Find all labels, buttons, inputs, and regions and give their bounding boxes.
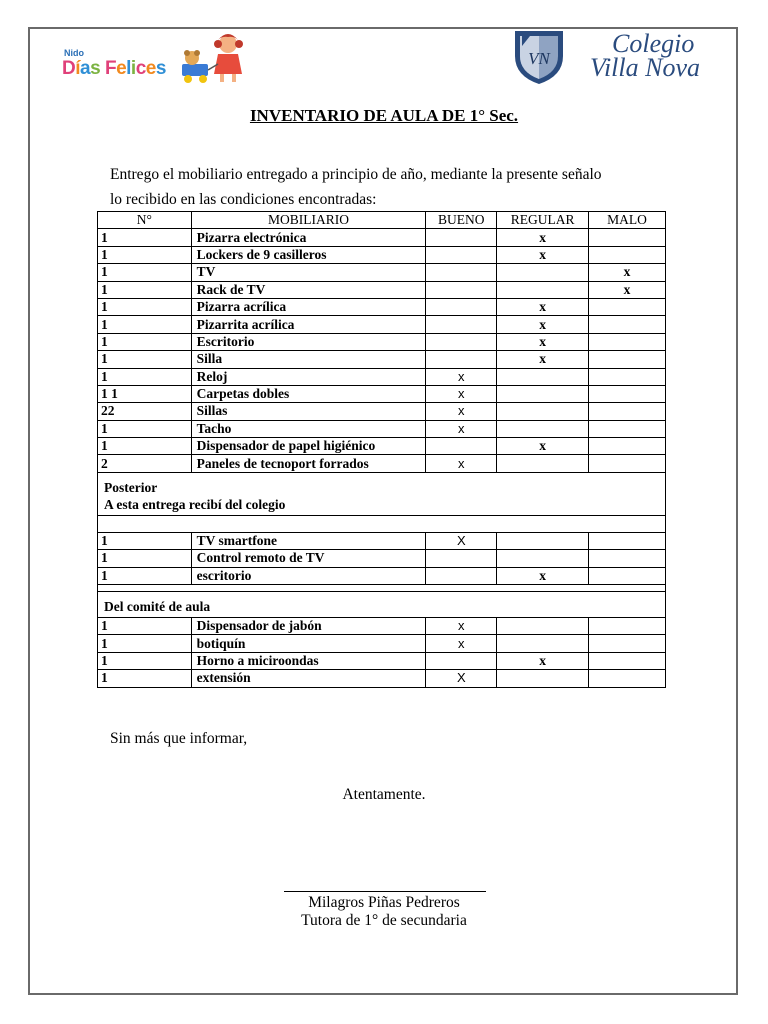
row-item: Rack de TV bbox=[191, 281, 426, 298]
colegio-name bbox=[590, 29, 701, 82]
row-item: Reloj bbox=[191, 368, 426, 385]
row-regular: x bbox=[497, 567, 589, 584]
section-heading-line: A esta entrega recibí del colegio bbox=[104, 496, 286, 512]
row-malo bbox=[589, 316, 666, 333]
row-bueno bbox=[426, 550, 497, 567]
row-item: Tacho bbox=[191, 420, 426, 437]
row-malo bbox=[589, 420, 666, 437]
row-regular: x bbox=[497, 351, 589, 368]
row-number: 1 bbox=[98, 229, 192, 246]
row-number: 1 bbox=[98, 652, 192, 669]
row-bueno: x bbox=[426, 403, 497, 420]
row-item: Sillas bbox=[191, 403, 426, 420]
section-row bbox=[98, 592, 666, 618]
table-row bbox=[98, 550, 666, 567]
row-bueno: x bbox=[426, 618, 497, 635]
table-row bbox=[98, 298, 666, 315]
row-item: Horno a miciroondas bbox=[191, 652, 426, 669]
table-row bbox=[98, 385, 666, 402]
row-bueno: x bbox=[426, 635, 497, 652]
row-item: TV bbox=[191, 264, 426, 281]
row-regular bbox=[497, 670, 589, 687]
row-number: 22 bbox=[98, 403, 192, 420]
row-bueno bbox=[426, 438, 497, 455]
row-malo bbox=[589, 246, 666, 263]
row-bueno bbox=[426, 246, 497, 263]
colegio-line2: Villa Nova bbox=[590, 53, 701, 82]
header-malo: MALO bbox=[589, 212, 666, 229]
row-number: 1 bbox=[98, 532, 192, 549]
row-bueno bbox=[426, 281, 497, 298]
row-regular bbox=[497, 281, 589, 298]
table-header-row bbox=[98, 212, 666, 229]
signature-line bbox=[284, 891, 486, 892]
row-item: Lockers de 9 casilleros bbox=[191, 246, 426, 263]
row-regular: x bbox=[497, 246, 589, 263]
row-malo bbox=[589, 550, 666, 567]
table-row bbox=[98, 229, 666, 246]
row-regular bbox=[497, 618, 589, 635]
row-regular bbox=[497, 368, 589, 385]
row-bueno: x bbox=[426, 420, 497, 437]
row-number: 1 bbox=[98, 618, 192, 635]
row-item: Carpetas dobles bbox=[191, 385, 426, 402]
row-item: Escritorio bbox=[191, 333, 426, 350]
row-regular bbox=[497, 420, 589, 437]
signature-name: Milagros Piñas Pedreros bbox=[308, 894, 460, 911]
row-malo bbox=[589, 333, 666, 350]
section-row bbox=[98, 472, 666, 515]
table-row bbox=[98, 532, 666, 549]
row-number: 1 bbox=[98, 298, 192, 315]
section-heading bbox=[98, 472, 666, 515]
header-n: N° bbox=[98, 212, 192, 229]
row-bueno bbox=[426, 333, 497, 350]
table-row bbox=[98, 351, 666, 368]
row-malo bbox=[589, 618, 666, 635]
row-regular: x bbox=[497, 333, 589, 350]
row-number: 1 bbox=[98, 246, 192, 263]
nido-dias-felices-logo bbox=[60, 32, 250, 88]
inventory-table bbox=[97, 211, 666, 688]
row-item: Pizarra electrónica bbox=[191, 229, 426, 246]
logo-nido-label: Nido bbox=[64, 48, 84, 58]
row-bueno bbox=[426, 264, 497, 281]
school-shield-icon bbox=[512, 28, 566, 86]
row-number: 1 bbox=[98, 635, 192, 652]
row-number: 2 bbox=[98, 455, 192, 472]
row-malo: x bbox=[589, 264, 666, 281]
row-regular bbox=[497, 403, 589, 420]
colegio-line1: Colegio bbox=[612, 29, 695, 58]
row-bueno bbox=[426, 567, 497, 584]
children-illustration-icon bbox=[172, 32, 250, 86]
colegio-villa-nova-logo bbox=[512, 28, 712, 88]
table-row bbox=[98, 264, 666, 281]
row-regular bbox=[497, 264, 589, 281]
row-bueno bbox=[426, 351, 497, 368]
row-bueno: X bbox=[426, 670, 497, 687]
row-item: Pizarrita acrílica bbox=[191, 316, 426, 333]
row-regular: x bbox=[497, 652, 589, 669]
row-bueno: x bbox=[426, 455, 497, 472]
row-regular bbox=[497, 550, 589, 567]
closing-regards: Atentamente. bbox=[342, 786, 426, 803]
intro-line-1: Entrego el mobiliario entregado a principio de año, mediante la presente señalo bbox=[110, 166, 602, 183]
table-row bbox=[98, 670, 666, 687]
header-mobiliario: MOBILIARIO bbox=[191, 212, 426, 229]
row-malo bbox=[589, 368, 666, 385]
row-malo bbox=[589, 455, 666, 472]
table-row bbox=[98, 652, 666, 669]
table-row bbox=[98, 455, 666, 472]
row-malo: x bbox=[589, 281, 666, 298]
row-malo bbox=[589, 385, 666, 402]
row-item: Dispensador de jabón bbox=[191, 618, 426, 635]
table-row bbox=[98, 438, 666, 455]
shield-monogram: VN bbox=[528, 49, 550, 68]
row-number: 1 bbox=[98, 438, 192, 455]
row-number: 1 bbox=[98, 333, 192, 350]
row-bueno: X bbox=[426, 532, 497, 549]
header-regular: REGULAR bbox=[497, 212, 589, 229]
row-number: 1 bbox=[98, 281, 192, 298]
row-malo bbox=[589, 229, 666, 246]
row-malo bbox=[589, 567, 666, 584]
document-title: INVENTARIO DE AULA DE 1° Sec. bbox=[249, 106, 519, 125]
row-number: 1 bbox=[98, 316, 192, 333]
table-row bbox=[98, 635, 666, 652]
row-number: 1 bbox=[98, 670, 192, 687]
row-item: Control remoto de TV bbox=[191, 550, 426, 567]
row-regular bbox=[497, 635, 589, 652]
intro-paragraph bbox=[110, 162, 662, 212]
row-malo bbox=[589, 403, 666, 420]
row-malo bbox=[589, 635, 666, 652]
row-item: escritorio bbox=[191, 567, 426, 584]
row-bueno: x bbox=[426, 368, 497, 385]
logo-dias-felices-label: Días Felices bbox=[62, 58, 166, 79]
spacer-cell bbox=[98, 585, 666, 592]
table-row bbox=[98, 420, 666, 437]
row-number: 1 bbox=[98, 550, 192, 567]
row-number: 1 1 bbox=[98, 385, 192, 402]
table-row bbox=[98, 567, 666, 584]
row-item: Dispensador de papel higiénico bbox=[191, 438, 426, 455]
row-bueno bbox=[426, 316, 497, 333]
table-row bbox=[98, 316, 666, 333]
closing-line: Sin más que informar, bbox=[110, 730, 248, 747]
row-regular: x bbox=[497, 316, 589, 333]
row-item: extensión bbox=[191, 670, 426, 687]
row-malo bbox=[589, 298, 666, 315]
row-malo bbox=[589, 351, 666, 368]
row-malo bbox=[589, 652, 666, 669]
row-regular: x bbox=[497, 229, 589, 246]
row-item: Pizarra acrílica bbox=[191, 298, 426, 315]
row-bueno bbox=[426, 229, 497, 246]
row-regular bbox=[497, 385, 589, 402]
row-number: 1 bbox=[98, 420, 192, 437]
row-bueno bbox=[426, 652, 497, 669]
signature-role: Tutora de 1° de secundaria bbox=[301, 912, 467, 929]
row-regular bbox=[497, 532, 589, 549]
row-regular: x bbox=[497, 438, 589, 455]
row-regular: x bbox=[497, 298, 589, 315]
row-item: botiquín bbox=[191, 635, 426, 652]
intro-line-2: lo recibido en las condiciones encontradas: bbox=[110, 191, 377, 208]
row-malo bbox=[589, 532, 666, 549]
row-number: 1 bbox=[98, 567, 192, 584]
row-number: 1 bbox=[98, 368, 192, 385]
section-heading-line: Del comité de aula bbox=[104, 599, 211, 615]
table-row bbox=[98, 281, 666, 298]
table-row bbox=[98, 368, 666, 385]
table-row bbox=[98, 618, 666, 635]
table-row bbox=[98, 403, 666, 420]
section-heading-line: Posterior bbox=[104, 479, 158, 495]
row-bueno: x bbox=[426, 385, 497, 402]
row-number: 1 bbox=[98, 351, 192, 368]
row-item: TV smartfone bbox=[191, 532, 426, 549]
spacer-row bbox=[98, 515, 666, 532]
spacer-cell bbox=[98, 515, 666, 532]
row-number: 1 bbox=[98, 264, 192, 281]
row-item: Paneles de tecnoport forrados bbox=[191, 455, 426, 472]
row-regular bbox=[497, 455, 589, 472]
row-item: Silla bbox=[191, 351, 426, 368]
section-heading bbox=[98, 592, 666, 618]
row-malo bbox=[589, 670, 666, 687]
row-malo bbox=[589, 438, 666, 455]
table-row bbox=[98, 246, 666, 263]
row-bueno bbox=[426, 298, 497, 315]
table-row bbox=[98, 333, 666, 350]
spacer-row bbox=[98, 585, 666, 592]
header-bueno: BUENO bbox=[426, 212, 497, 229]
